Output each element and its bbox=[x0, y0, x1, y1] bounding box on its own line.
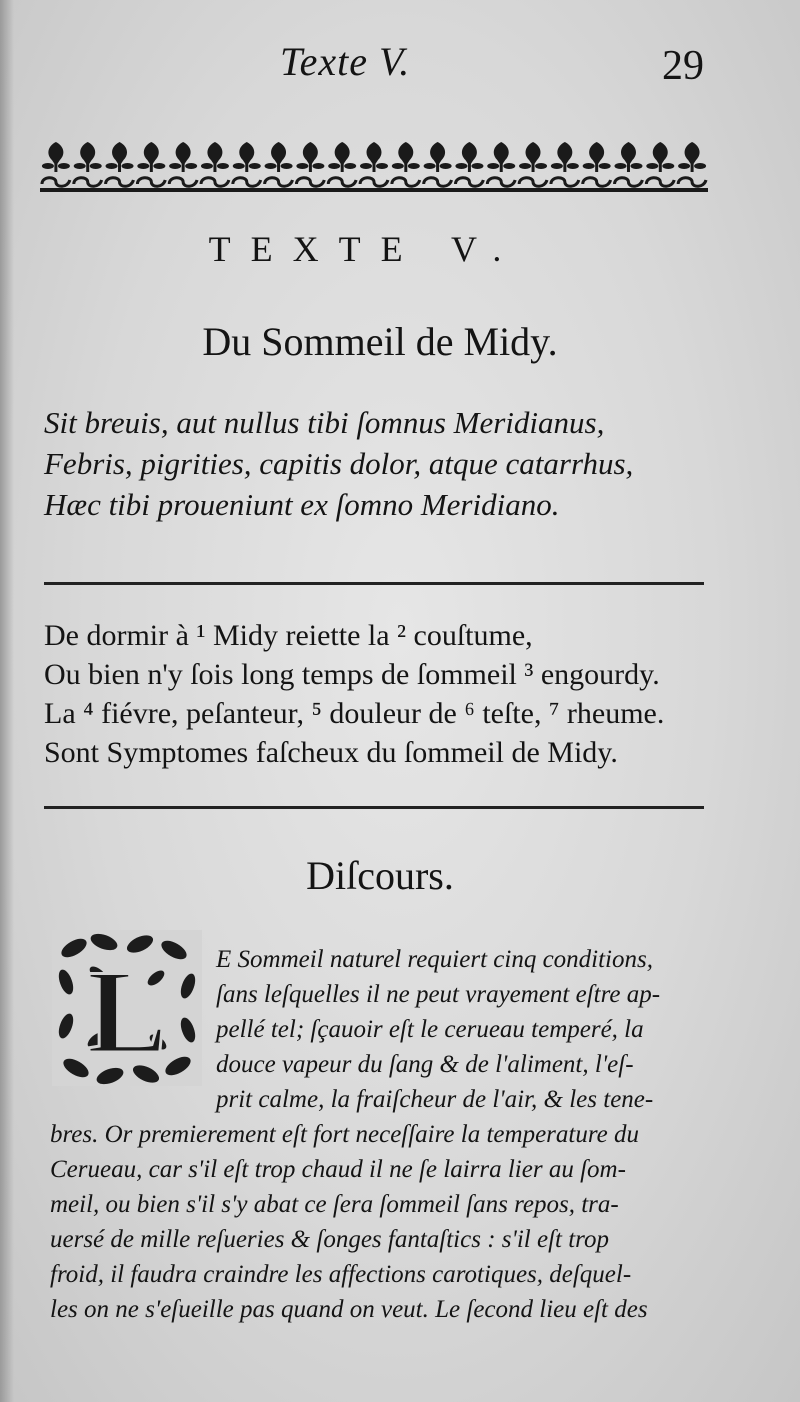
french-verse-line: De dormir à ¹ Midy reiette la ² couſtume, bbox=[44, 619, 533, 652]
latin-verse-block bbox=[44, 402, 724, 525]
ornamental-border bbox=[40, 138, 708, 194]
body-line: ſans leſquelles il ne peut vrayement eſtre ap- bbox=[216, 981, 661, 1008]
body-line: uersé de mille reſueries & ſonges fantaſtics : s'il eſt trop bbox=[50, 1226, 609, 1253]
french-verse-line: La ⁴ fiévre, peſanteur, ⁵ douleur de ⁶ teſte, ⁷ rheume. bbox=[44, 697, 665, 730]
body-line: froid, il faudra craindre les affections carotiques, deſquel- bbox=[50, 1261, 632, 1288]
latin-verse-line: Sit breuis, aut nullus tibi ſomnus Meridianus, bbox=[44, 405, 605, 440]
page-gutter-shadow bbox=[0, 0, 14, 1402]
section-title: TEXTE V. bbox=[208, 229, 522, 269]
latin-verse-line: Febris, pigrities, capitis dolor, atque catarrhus, bbox=[44, 446, 634, 481]
french-verse-line: Ou bien n'y ſois long temps de ſommeil ³ engourdy. bbox=[44, 658, 660, 691]
body-line: prit calme, la fraiſcheur de l'air, & les tene- bbox=[216, 1086, 654, 1113]
body-line: bres. Or premierement eſt fort neceſſaire la temperature du bbox=[50, 1121, 639, 1148]
body-line: les on ne s'eſueille pas quand on veut. Le ſecond lieu eſt des bbox=[50, 1296, 648, 1323]
divider-rule bbox=[44, 806, 704, 809]
running-head: Texte V. bbox=[280, 39, 411, 84]
french-verse-line: Sont Symptomes faſcheux du ſommeil de Midy. bbox=[44, 736, 618, 769]
section-subtitle: Du Sommeil de Midy. bbox=[202, 319, 558, 364]
french-verse-block bbox=[44, 616, 744, 772]
body-line: douce vapeur du ſang & de l'aliment, l'eſ- bbox=[216, 1051, 634, 1078]
page-number: 29 bbox=[662, 43, 704, 89]
body-line: Cerueau, car s'il eſt trop chaud il ne ſe lairra lier au ſom- bbox=[50, 1156, 626, 1183]
body-line: meil, ou bien s'il s'y abat ce ſera ſommeil ſans repos, tra- bbox=[50, 1191, 619, 1218]
body-line: pellé tel; ſçauoir eſt le cerueau temperé, la bbox=[216, 1016, 644, 1043]
decorated-initial-icon bbox=[52, 930, 202, 1086]
dropcap-letter: L bbox=[86, 945, 168, 1078]
body-line: E Sommeil naturel requiert cinq conditions, bbox=[216, 946, 653, 973]
discours-heading: Diſcours. bbox=[306, 853, 454, 898]
discours-paragraph-indented bbox=[216, 942, 726, 1117]
divider-rule bbox=[44, 582, 704, 585]
latin-verse-line: Hæc tibi proueniunt ex ſomno Meridiano. bbox=[44, 487, 560, 522]
discours-paragraph bbox=[50, 1117, 730, 1327]
